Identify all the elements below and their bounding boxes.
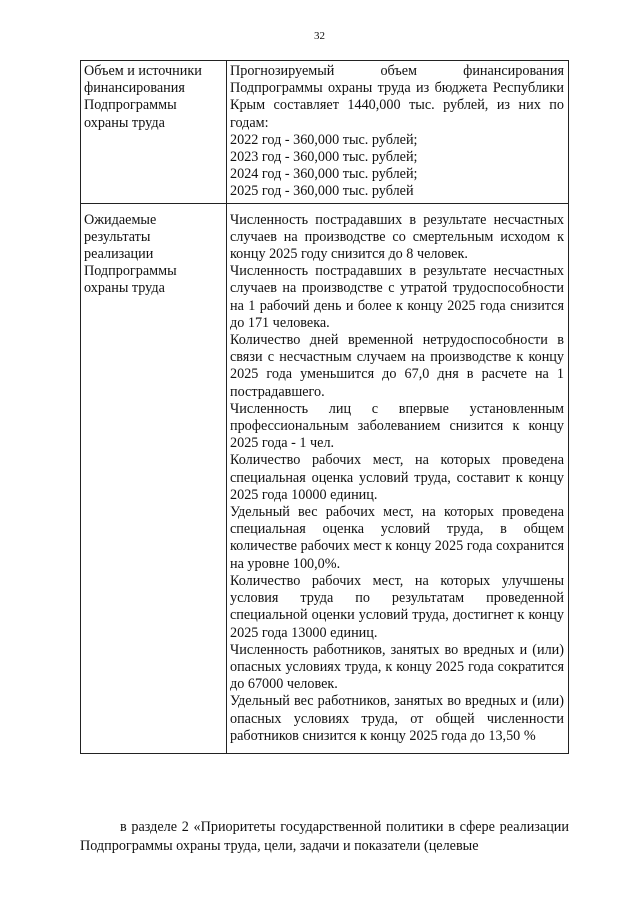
financing-paragraph: Прогнозируемый объем финансирования Подпрограммы охраны труда из бюджета Республики Крым составляет 1440,000 тыс. рублей, из них по годам: (230, 63, 564, 131)
table-row-results (81, 203, 569, 753)
result-paragraph-7: Количество рабочих мест, на которых улучшены условия труда по результатам проведенной специальной оценки условий труда, достигнет к концу 2025 года 13000 единиц. (230, 572, 564, 641)
page-number: 32 (314, 30, 325, 42)
result-paragraph-1: Численность пострадавших в результате несчастных случаев на производстве со смертельным исходом к концу 2025 году снизится до 8 человек. (230, 211, 564, 263)
financing-year-2025: 2025 год - 360,000 тыс. рублей (230, 183, 414, 200)
result-paragraph-8: Численность работников, занятых во вредных и (или) опасных условиях труда, к концу 2025 года сократится до 67000 человек. (230, 641, 564, 693)
financing-year-2024: 2024 год - 360,000 тыс. рублей; (230, 166, 418, 183)
financing-year-2023: 2023 год - 360,000 тыс. рублей; (230, 149, 418, 166)
body-paragraph: в разделе 2 «Приоритеты государственной политики в сфере реализации Подпрограммы охраны труда, цели, задачи и показатели (целевые (80, 819, 569, 854)
result-paragraph-9: Удельный вес работников, занятых во вредных и (или) опасных условиях труда, от общей численности работников снизится к концу 2025 года до 13,50 % (230, 693, 564, 744)
financing-value (227, 61, 569, 204)
result-paragraph-2: Численность пострадавших в результате несчастных случаев на производстве с утратой трудоспособности на 1 рабочий день и более к концу 2025 года снизится до 171 человека. (230, 263, 564, 331)
financing-label: Объем и источники финансирования Подпрограммы охраны труда (81, 61, 227, 204)
result-paragraph-6: Удельный вес рабочих мест, на которых проведена специальная оценка условий труда, в общем количестве рабочих мест к концу 2025 года сохранится на уровне 100,0%. (230, 504, 564, 572)
table-row-financing (81, 61, 569, 204)
result-paragraph-3: Количество дней временной нетрудоспособности в связи с несчастным случаем на производстве к концу 2025 года уменьшится до 67,0 дня в расчете на 1 пострадавшего. (230, 332, 564, 400)
passport-table (80, 60, 569, 754)
results-value (227, 203, 569, 753)
results-label: Ожидаемые результаты реализации Подпрограммы охраны труда (81, 203, 227, 753)
financing-year-2022: 2022 год - 360,000 тыс. рублей; (230, 131, 418, 148)
result-paragraph-4: Численность лиц с впервые установленным профессиональным заболеванием снизится к концу 2025 года - 1 чел. (230, 400, 564, 452)
result-paragraph-5: Количество рабочих мест, на которых проведена специальная оценка условий труда, составит к концу 2025 года 10000 единиц. (230, 452, 564, 503)
